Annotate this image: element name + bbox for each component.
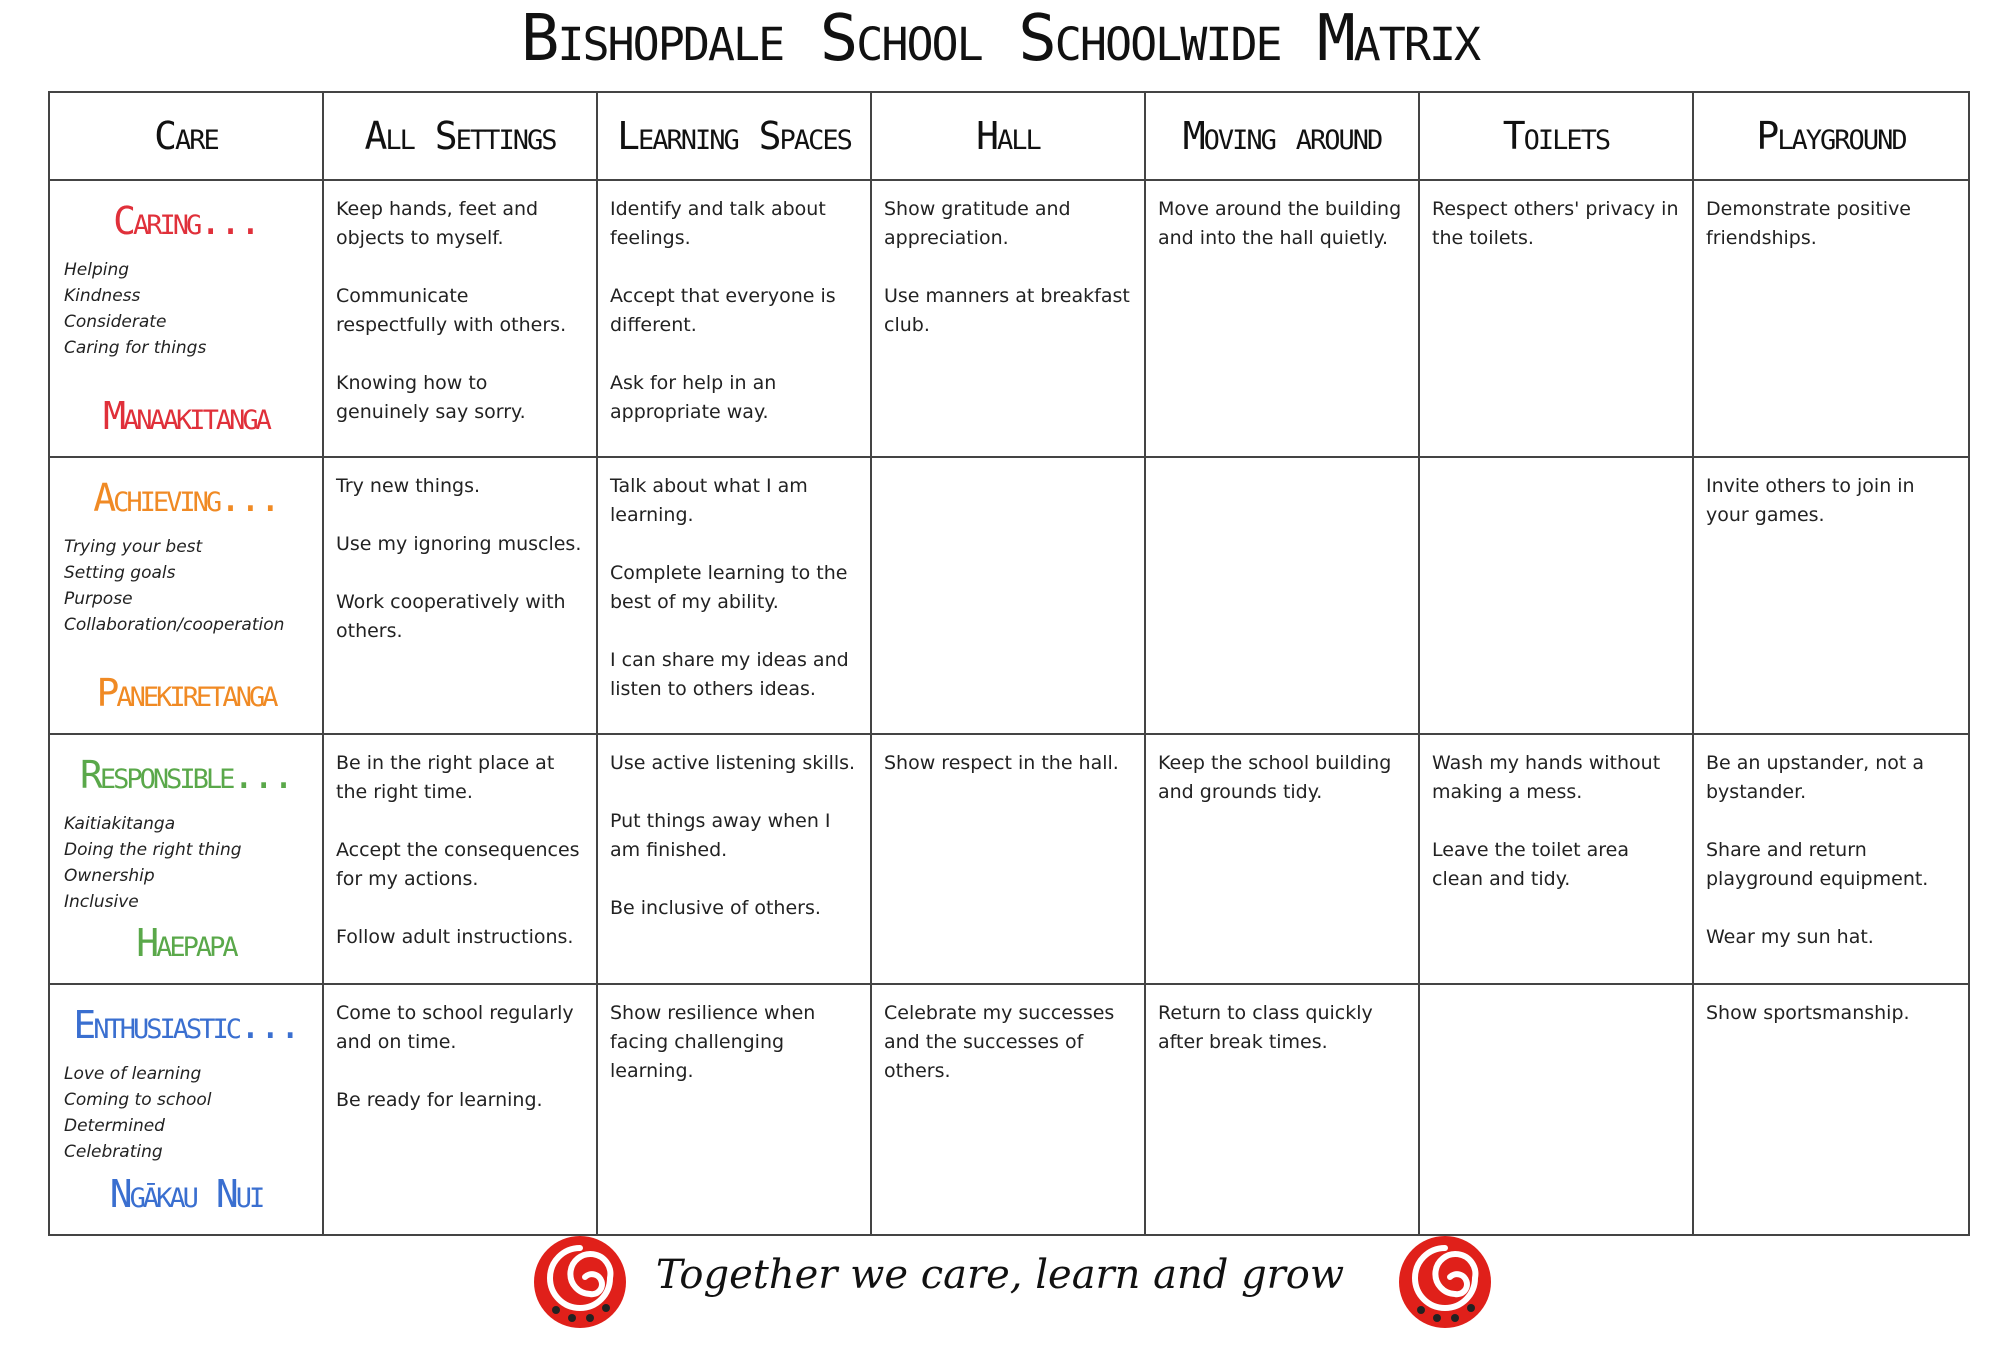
matrix-cell xyxy=(597,734,871,984)
matrix-cell xyxy=(597,984,871,1235)
value-keyword: Considerate xyxy=(64,312,167,332)
value-keyword: Doing the right thing xyxy=(64,840,242,860)
column-header-care: Care xyxy=(49,92,323,180)
value-keywords xyxy=(64,811,322,915)
behaviour-item: Invite others to join in your games. xyxy=(1706,475,1915,526)
behaviour-item: Ask for help in an appropriate way. xyxy=(610,372,777,423)
value-english: Responsible... xyxy=(79,753,293,797)
page-title: Bishopdale School Schoolwide Matrix xyxy=(520,2,1480,76)
behaviour-item: Share and return playground equipment. xyxy=(1706,839,1929,890)
value-keyword: Inclusive xyxy=(64,892,139,912)
matrix-row xyxy=(49,180,1969,457)
behaviour-item: Be inclusive of others. xyxy=(610,897,821,919)
column-header-moving-around: Moving around xyxy=(1145,92,1419,180)
behaviour-item: Demonstrate positive friendships. xyxy=(1706,198,1912,249)
matrix-cell xyxy=(1419,180,1693,457)
value-cell xyxy=(49,457,323,734)
footer xyxy=(0,1232,2000,1342)
behaviour-item: Leave the toilet area clean and tidy. xyxy=(1432,839,1629,890)
behaviour-item: Show sportsmanship. xyxy=(1706,1002,1910,1024)
schoolwide-matrix xyxy=(48,91,1970,1236)
behaviour-item: Identify and talk about feelings. xyxy=(610,198,826,249)
value-cell xyxy=(49,734,323,984)
footer-slogan: Together we care, learn and grow xyxy=(655,1252,1345,1298)
behaviour-item: Communicate respectfully with others. xyxy=(336,285,567,336)
koru-icon xyxy=(530,1232,630,1332)
matrix-cell xyxy=(871,734,1145,984)
value-keyword: Purpose xyxy=(64,589,133,609)
column-header-hall: Hall xyxy=(871,92,1145,180)
matrix-cell xyxy=(597,180,871,457)
matrix-cell xyxy=(1693,457,1969,734)
matrix-cell xyxy=(1145,180,1419,457)
behaviour-item: Keep the school building and grounds tidy. xyxy=(1158,752,1392,803)
behaviour-item: Wash my hands without making a mess. xyxy=(1432,752,1661,803)
matrix-cell xyxy=(323,180,597,457)
matrix-cell xyxy=(1693,180,1969,457)
column-header-all-settings: All Settings xyxy=(323,92,597,180)
value-keyword: Caring for things xyxy=(64,338,207,358)
behaviour-item: Use active listening skills. xyxy=(610,752,856,774)
matrix-cell xyxy=(1145,984,1419,1235)
value-keyword: Coming to school xyxy=(64,1090,212,1110)
column-header-playground: Playground xyxy=(1693,92,1969,180)
value-english: Enthusiastic... xyxy=(73,1003,299,1047)
behaviour-item: Be ready for learning. xyxy=(336,1089,543,1111)
matrix-cell xyxy=(323,984,597,1235)
value-keyword: Love of learning xyxy=(64,1064,202,1084)
value-keywords xyxy=(64,1061,322,1165)
matrix-cell xyxy=(323,457,597,734)
matrix-cell xyxy=(1419,457,1693,734)
behaviour-item: Accept that everyone is different. xyxy=(610,285,836,336)
behaviour-item: Move around the building and into the hall quietly. xyxy=(1158,198,1402,249)
matrix-row xyxy=(49,457,1969,734)
behaviour-item: Be an upstander, not a bystander. xyxy=(1706,752,1925,803)
value-maori: Ngākau Nui xyxy=(109,1172,263,1216)
value-english: Caring... xyxy=(113,199,259,243)
value-maori: Panekiretanga xyxy=(96,671,276,715)
value-keyword: Setting goals xyxy=(64,563,176,583)
behaviour-item: I can share my ideas and listen to others ideas. xyxy=(610,649,849,700)
behaviour-item: Wear my sun hat. xyxy=(1706,926,1874,948)
column-header-learning-spaces: Learning Spaces xyxy=(597,92,871,180)
behaviour-item: Respect others' privacy in the toilets. xyxy=(1432,198,1679,249)
behaviour-item: Keep hands, feet and objects to myself. xyxy=(336,198,539,249)
matrix-cell xyxy=(1145,457,1419,734)
matrix-cell xyxy=(323,734,597,984)
matrix-cell xyxy=(871,984,1145,1235)
behaviour-item: Follow adult instructions. xyxy=(336,926,574,948)
matrix-row xyxy=(49,984,1969,1235)
value-english: Achieving... xyxy=(93,476,279,520)
value-maori: Manaakitanga xyxy=(103,394,269,438)
behaviour-item: Celebrate my successes and the successes of others. xyxy=(884,1002,1115,1082)
matrix-cell xyxy=(1419,984,1693,1235)
value-cell xyxy=(49,180,323,457)
matrix-cell xyxy=(1693,984,1969,1235)
behaviour-item: Be in the right place at the right time. xyxy=(336,752,555,803)
column-header-toilets: Toilets xyxy=(1419,92,1693,180)
behaviour-item: Put things away when I am finished. xyxy=(610,810,831,861)
behaviour-item: Use manners at breakfast club. xyxy=(884,285,1130,336)
value-keyword: Determined xyxy=(64,1116,165,1136)
matrix-cell xyxy=(871,180,1145,457)
matrix-cell xyxy=(871,457,1145,734)
behaviour-item: Return to class quickly after break times. xyxy=(1158,1002,1373,1053)
value-keyword: Helping xyxy=(64,260,130,280)
value-keyword: Collaboration/cooperation xyxy=(64,615,285,635)
matrix-cell xyxy=(1145,734,1419,984)
value-keyword: Kindness xyxy=(64,286,141,306)
value-keyword: Kaitiakitanga xyxy=(64,814,176,834)
behaviour-item: Try new things. xyxy=(336,475,481,497)
behaviour-item: Accept the consequences for my actions. xyxy=(336,839,580,890)
behaviour-item: Show respect in the hall. xyxy=(884,752,1119,774)
value-keywords xyxy=(64,257,322,361)
value-keyword: Trying your best xyxy=(64,537,203,557)
header-row xyxy=(49,92,1969,180)
matrix-cell xyxy=(597,457,871,734)
value-keywords xyxy=(64,534,322,638)
behaviour-item: Knowing how to genuinely say sorry. xyxy=(336,372,526,423)
matrix-cell xyxy=(1419,734,1693,984)
behaviour-item: Complete learning to the best of my ability. xyxy=(610,562,848,613)
behaviour-item: Work cooperatively with others. xyxy=(336,591,566,642)
behaviour-item: Talk about what I am learning. xyxy=(610,475,808,526)
matrix-row xyxy=(49,734,1969,984)
behaviour-item: Show resilience when facing challenging learning. xyxy=(610,1002,816,1082)
value-keyword: Ownership xyxy=(64,866,155,886)
koru-icon xyxy=(1395,1232,1495,1332)
matrix-cell xyxy=(1693,734,1969,984)
value-cell xyxy=(49,984,323,1235)
behaviour-item: Use my ignoring muscles. xyxy=(336,533,582,555)
value-keyword: Celebrating xyxy=(64,1142,163,1162)
value-maori: Haepapa xyxy=(136,921,236,965)
behaviour-item: Come to school regularly and on time. xyxy=(336,1002,574,1053)
behaviour-item: Show gratitude and appreciation. xyxy=(884,198,1071,249)
